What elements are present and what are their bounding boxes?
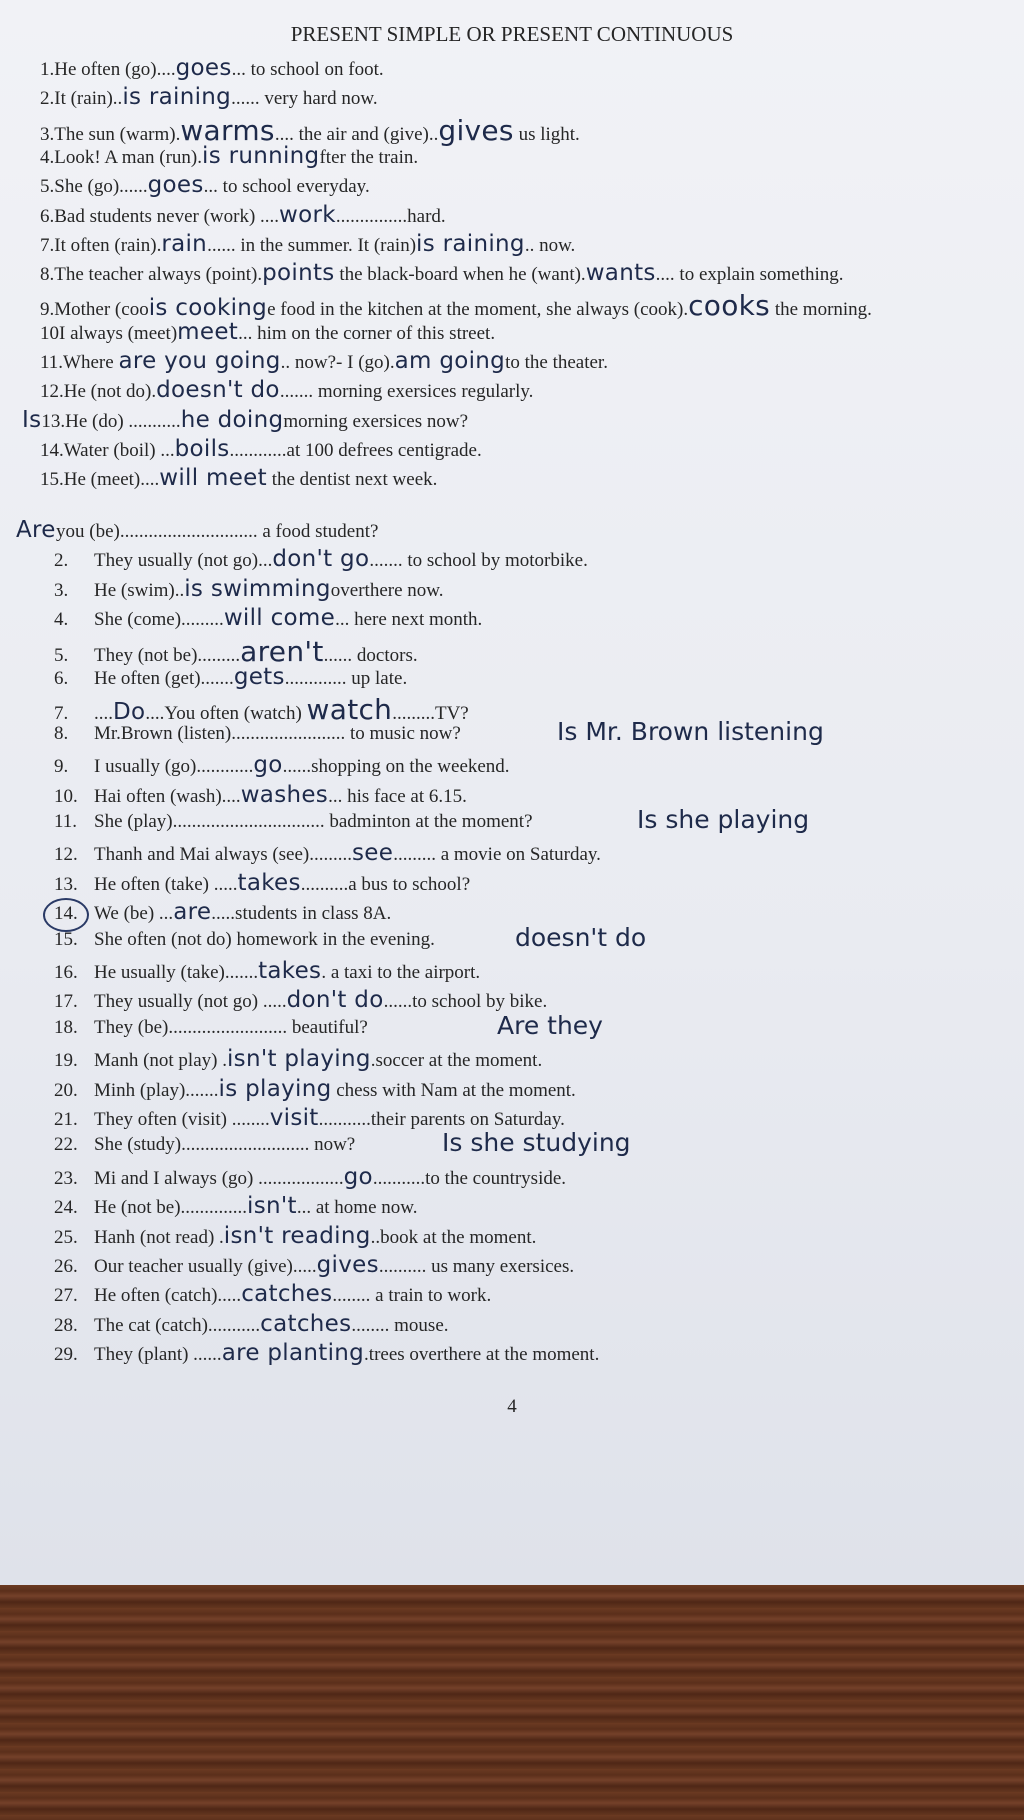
question-text: ... at home now. — [296, 1197, 418, 1219]
exercise-line — [54, 840, 601, 866]
question-text: fter the train. — [319, 146, 419, 168]
exercise-number: 15. — [54, 928, 78, 950]
question-text: Hanh (not read) . — [94, 1226, 224, 1248]
question-text: They usually (not go)... — [94, 550, 273, 572]
exercise-line — [54, 1340, 599, 1366]
exercise-number: 18. — [54, 1016, 78, 1038]
question-text: They (be)......................... beautiful? — [94, 1016, 368, 1038]
question-text: ...........their parents on Saturday. — [318, 1109, 565, 1130]
exercise-number: 22. — [54, 1134, 78, 1156]
question-text: the dentist next week. — [266, 469, 438, 491]
handwritten-answer: he doing — [180, 406, 284, 433]
exercise-line — [54, 987, 547, 1013]
exercise-number: Are — [16, 517, 56, 543]
exercise-number: 10 — [40, 322, 59, 344]
question-text: ......shopping on the weekend. — [282, 756, 510, 778]
question-text: Hai often (wash).... — [94, 785, 241, 807]
handwritten-answer: gets — [233, 664, 285, 690]
exercise-line — [54, 899, 391, 925]
handwritten-answer: are planting — [221, 1340, 365, 1367]
exercise-number: 21. — [54, 1109, 78, 1130]
question-text: They usually (not go) ..... — [94, 991, 287, 1013]
exercise-line — [54, 1252, 574, 1278]
question-text: ...........to the countryside. — [372, 1167, 567, 1189]
question-text: to the theater. — [505, 352, 608, 373]
question-text: .. now?- I (go). — [280, 352, 395, 373]
exercise-line — [40, 202, 446, 228]
exercise-number: 7. — [40, 234, 55, 256]
pen-circle-mark — [43, 898, 89, 932]
exercise-number: 12. — [40, 381, 64, 403]
handwritten-answer: work — [279, 201, 336, 228]
handwritten-answer: are you going — [118, 348, 281, 374]
exercise-number: 13. — [54, 873, 78, 895]
handwritten-answer: am going — [394, 348, 506, 374]
exercise-number: 9. — [54, 756, 69, 778]
handwritten-answer: see — [352, 840, 394, 867]
question-text: ........ mouse. — [351, 1314, 449, 1336]
exercise-number: 2. — [54, 550, 69, 572]
handwritten-answer: goes — [147, 172, 204, 199]
exercise-line — [54, 1223, 536, 1249]
exercise-line — [54, 605, 482, 631]
exercise-line — [54, 1105, 565, 1131]
handwritten-answer: wants — [585, 260, 656, 287]
question-text: .... — [94, 703, 113, 725]
exercise-number: 27. — [54, 1285, 78, 1307]
exercise-number: 15. — [40, 469, 64, 491]
handwritten-answer: visit — [269, 1105, 319, 1131]
handwritten-side-answer: Is Mr. Brown listening — [557, 716, 824, 746]
exercise-number: 20. — [54, 1079, 78, 1101]
question-text: ...... very hard now. — [231, 88, 378, 110]
exercise-number: 5. — [54, 644, 69, 666]
exercise-number: 14. — [54, 903, 78, 925]
question-text: He (meet).... — [63, 469, 160, 491]
question-text: Manh (not play) . — [94, 1050, 227, 1072]
question-text: They often (visit) ........ — [94, 1109, 270, 1130]
exercise-line — [40, 231, 575, 257]
exercise-line — [22, 406, 469, 433]
question-text: The teacher always (point). — [54, 264, 263, 286]
handwritten-answer: will meet — [159, 465, 267, 492]
exercise-line — [54, 576, 444, 602]
exercise-line — [40, 84, 378, 110]
handwritten-answer: points — [262, 260, 335, 287]
handwritten-answer: is swimming — [184, 575, 331, 602]
exercise-line — [40, 260, 844, 286]
question-text: chess with Nam at the moment. — [331, 1079, 576, 1101]
exercise-number: 6. — [40, 205, 55, 227]
handwritten-answer: is cooking — [148, 295, 268, 322]
question-text: the black-board when he (want). — [334, 264, 586, 286]
exercise-number: 29. — [54, 1344, 78, 1366]
handwritten-answer: don't go — [272, 546, 370, 573]
question-text: Mother (coo — [54, 299, 149, 321]
handwritten-answer: washes — [240, 781, 329, 808]
question-text: He (swim).. — [94, 579, 185, 601]
exercise-number: 25. — [54, 1226, 78, 1248]
handwritten-answer: go — [343, 1163, 373, 1190]
exercise-line — [54, 1193, 418, 1219]
exercise-number: 13. — [41, 410, 66, 432]
question-text: morning exersices now? — [283, 410, 469, 432]
question-text: He (not be).............. — [94, 1197, 248, 1219]
handwritten-answer: watch — [306, 693, 393, 727]
wooden-desk-background — [0, 1585, 1024, 1820]
exercise-line — [54, 811, 533, 833]
exercise-number: 11. — [54, 811, 78, 832]
handwritten-answer: aren't — [240, 634, 324, 668]
exercise-line — [54, 958, 480, 984]
question-text: .... the air and (give).. — [274, 123, 439, 145]
question-text: ...............hard. — [335, 205, 446, 227]
exercise-line — [16, 517, 379, 543]
handwritten-answer: go — [253, 752, 283, 779]
exercise-line — [54, 870, 470, 896]
exercise-number: 26. — [54, 1256, 78, 1277]
question-text: She (study)........................... now? — [94, 1134, 356, 1156]
question-text: ...... doctors. — [323, 644, 418, 666]
question-text: We (be) ... — [94, 903, 174, 925]
question-text: the morning. — [770, 299, 872, 321]
question-text: ..........a bus to school? — [300, 873, 471, 895]
question-text: They (not be)......... — [94, 644, 241, 666]
question-text: He often (go).... — [54, 59, 176, 80]
question-text: She (play)................................ badminton at the moment? — [94, 811, 533, 832]
question-text: She (come)......... — [94, 609, 224, 631]
question-text: ............. up late. — [284, 668, 408, 689]
question-text: ............at 100 defrees centigrade. — [229, 439, 482, 461]
question-text: us light. — [513, 123, 580, 145]
exercise-line — [40, 436, 482, 462]
exercise-line — [54, 664, 407, 690]
handwritten-answer: don't do — [286, 987, 384, 1014]
handwritten-answer: are — [173, 899, 212, 926]
handwritten-answer: boils — [174, 435, 230, 462]
question-text: The sun (warm). — [54, 123, 181, 145]
handwritten-answer: isn't — [247, 1193, 297, 1220]
exercise-line — [40, 377, 533, 403]
question-text: Mi and I always (go) .................. — [94, 1167, 344, 1189]
exercise-number: 24. — [54, 1197, 78, 1219]
exercise-line — [40, 143, 418, 169]
question-text: .....students in class 8A. — [211, 903, 392, 925]
question-text: It (rain).. — [54, 88, 123, 110]
question-text: Thanh and Mai always (see)......... — [94, 844, 353, 866]
question-text: He (not do). — [63, 381, 157, 403]
exercise-number: 2. — [40, 88, 55, 110]
handwritten-answer: is raining — [122, 84, 232, 111]
question-text: ......to school by bike. — [383, 991, 548, 1013]
question-text: ... his face at 6.15. — [328, 785, 467, 807]
question-text: She (go)...... — [54, 176, 148, 198]
handwritten-answer: Do — [113, 699, 146, 726]
exercise-line — [54, 1311, 449, 1337]
handwritten-answer: meet — [177, 318, 239, 345]
question-text: ..book at the moment. — [370, 1226, 537, 1248]
handwritten-answer: gives — [316, 1252, 379, 1278]
exercise-number: 17. — [54, 991, 78, 1013]
question-text: overthere now. — [330, 579, 444, 601]
exercise-number: 5. — [40, 176, 55, 198]
exercise-number: 3. — [54, 579, 69, 601]
handwritten-answer: gives — [438, 113, 514, 147]
exercise-line — [54, 1281, 491, 1307]
question-text: Bad students never (work) .... — [54, 205, 280, 227]
question-text: He usually (take)....... — [94, 962, 259, 983]
exercise-number: 7. — [54, 703, 69, 725]
question-text: It often (rain). — [54, 234, 162, 256]
exercise-line — [40, 348, 608, 374]
question-text: He (do) ........... — [65, 410, 181, 432]
exercise-line — [54, 1134, 355, 1156]
exercise-line — [54, 929, 435, 951]
question-text: ....... morning exersices regularly. — [279, 381, 534, 403]
exercise-number: 6. — [54, 668, 69, 689]
handwritten-answer: will come — [223, 605, 336, 632]
question-text: Look! A man (run). — [54, 146, 203, 168]
handwritten-side-answer: Is she playing — [637, 805, 810, 834]
question-text: Mr.Brown (listen)........................ to music now? — [94, 722, 461, 744]
exercise-line — [54, 1046, 542, 1072]
question-text: ... to school everyday. — [203, 176, 370, 198]
question-text: The cat (catch)........... — [94, 1314, 261, 1336]
exercise-line — [40, 465, 437, 491]
question-text: ...... in the summer. It (rain) — [207, 234, 417, 256]
exercise-line — [54, 1017, 368, 1039]
question-text: He often (catch)..... — [94, 1285, 242, 1307]
question-text: .......... us many exersices. — [378, 1256, 575, 1277]
question-text: .trees overthere at the moment. — [364, 1344, 600, 1366]
handwritten-answer: catches — [241, 1281, 333, 1308]
exercise-line — [40, 114, 580, 147]
handwritten-side-answer: Are they — [497, 1010, 603, 1040]
question-text: ......... a movie on Saturday. — [393, 844, 601, 866]
question-text: ... here next month. — [335, 609, 483, 631]
handwritten-answer: rain — [161, 230, 208, 257]
question-text: you (be)............................. a food student? — [56, 521, 379, 542]
handwritten-answer: catches — [260, 1310, 352, 1337]
exercise-line — [40, 172, 370, 198]
exercise-line — [54, 1164, 566, 1190]
question-text: She often (not do) homework in the evening. — [94, 928, 435, 950]
exercise-line — [54, 752, 510, 778]
question-text: He often (take) ..... — [94, 873, 238, 895]
exercise-number: 14. — [40, 439, 64, 461]
exercise-number: 19. — [54, 1050, 78, 1072]
handwritten-answer: is raining — [416, 230, 525, 257]
question-text: .. now. — [524, 234, 576, 256]
exercise-line — [54, 546, 588, 572]
exercise-line — [40, 319, 495, 345]
exercise-number: 16. — [54, 962, 78, 983]
exercise-number: 28. — [54, 1314, 78, 1336]
exercise-number: 11. — [40, 352, 64, 373]
question-text: ... to school on foot. — [231, 59, 384, 80]
exercise-number: 12. — [54, 844, 78, 866]
handwritten-answer: isn't playing — [226, 1046, 371, 1073]
exercise-line — [54, 635, 418, 668]
handwritten-prefix: Is — [22, 406, 42, 433]
question-text: .soccer at the moment. — [370, 1050, 543, 1072]
exercise-line — [54, 693, 469, 726]
question-text: Where — [63, 352, 119, 373]
exercise-line — [40, 55, 384, 81]
exercise-line — [54, 723, 461, 745]
exercise-number: 4. — [54, 609, 69, 631]
handwritten-side-answer: doesn't do — [515, 922, 647, 952]
handwritten-answer: doesn't do — [156, 377, 280, 404]
question-text: .........TV? — [392, 703, 469, 725]
question-text: .... to explain something. — [655, 264, 844, 286]
question-text: He often (get)....... — [94, 668, 234, 689]
question-text: ....... to school by motorbike. — [369, 550, 588, 572]
handwritten-answer: is running — [202, 142, 320, 169]
handwritten-answer: takes — [237, 869, 301, 896]
exercise-number: 8. — [54, 722, 69, 744]
page-number: 4 — [507, 1396, 517, 1417]
handwritten-answer: takes — [258, 958, 322, 984]
question-text: Water (boil) ... — [63, 439, 175, 461]
handwritten-side-answer: Is she studying — [442, 1128, 631, 1158]
handwritten-answer: cooks — [688, 289, 771, 323]
question-text: I always (meet) — [59, 322, 178, 344]
exercise-number: 1. — [40, 59, 55, 80]
exercise-line — [54, 782, 467, 808]
question-text: ... him on the corner of this street. — [238, 322, 496, 344]
exercise-number: 8. — [40, 264, 55, 286]
exercise-line — [54, 1076, 576, 1102]
exercise-number: 23. — [54, 1167, 78, 1189]
question-text: Minh (play)....... — [94, 1079, 219, 1101]
question-text: . a taxi to the airport. — [321, 962, 481, 983]
question-text: They (plant) ...... — [94, 1344, 222, 1366]
question-text: ....You often (watch) — [145, 703, 307, 725]
exercise-number: 3. — [40, 123, 55, 145]
handwritten-answer: warms — [180, 113, 275, 147]
question-text: Our teacher usually (give)..... — [94, 1256, 317, 1277]
question-text: ........ a train to work. — [332, 1285, 492, 1307]
exercise-number: 9. — [40, 299, 55, 321]
exercise-number: 10. — [54, 785, 78, 807]
question-text: I usually (go)............ — [94, 756, 254, 778]
handwritten-answer: isn't reading — [223, 1222, 371, 1249]
exercise-line — [40, 289, 872, 322]
exercise-number: 4. — [40, 146, 55, 168]
worksheet-title: PRESENT SIMPLE OR PRESENT CONTINUOUS — [290, 22, 734, 46]
handwritten-answer: is playing — [218, 1075, 332, 1102]
question-text: e food in the kitchen at the moment, she always (cook). — [267, 299, 689, 321]
handwritten-answer: goes — [175, 55, 232, 81]
